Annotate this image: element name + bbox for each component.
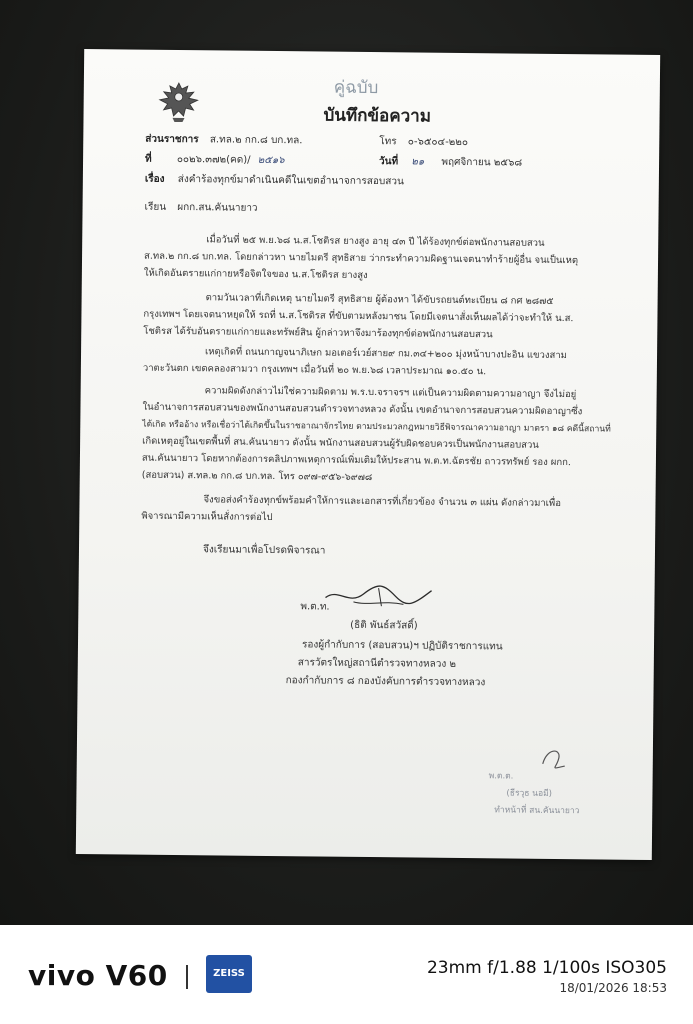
copy-stamp: คู่ฉบับ (333, 77, 379, 99)
signer-name: (ธิติ พันธ์สวัสดิ์) (350, 619, 418, 632)
watermark-divider (186, 965, 188, 989)
salutation-value: ผกก.สน.คันนายาว (177, 201, 258, 214)
body-line: ความผิดดังกล่าวไม่ใช่ความผิดตาม พ.ร.บ.จราจรฯ แต่เป็นความผิดตามความอาญา จึงไม่อยู่ (204, 385, 577, 401)
body-line: เกิดเหตุอยู่ในเขตพื้นที่ สน.คันนายาว ดังนั้น พนักงานสอบสวนผู้รับผิดชอบควรเป็นพนักงานสอบสวน (142, 435, 539, 451)
garuda-emblem (155, 80, 201, 124)
subject-row (145, 172, 404, 190)
receipt-rank: พ.ต.ต. (488, 771, 514, 782)
signer-title: สารวัตรใหญ่สถานีตำรวจทางหลวง ๒ (297, 657, 457, 670)
body-line: กรุงเทพฯ โดยเจตนาหยุดให้ รถที่ น.ส.โชติรส ที่ขับตามหลังมาชน โดยมีเจตนาสั่งเห็นผลได้ว่าจะทำให้ น.ส. (143, 308, 574, 325)
body-line: วาตะวันตก เขตคลองสามวา กรุงเทพฯ เมื่อวันที่ ๒๐ พ.ย.๖๘ เวลาประมาณ ๑๐.๕๐ น. (142, 362, 487, 378)
camera-watermark-bar (0, 925, 693, 1024)
exif-info: 23mm f/1.88 1/100s ISO305 (426, 958, 667, 978)
phone-brand: vivo V60 (28, 959, 168, 992)
reference-number: ๒๕๑๖ (257, 154, 285, 167)
rank-prefix: พ.ต.ท. (300, 601, 330, 613)
subject-value: ส่งคำร้องทุกข์มาดำเนินคดีในเขตอำนาจการสอบสวน (177, 173, 404, 188)
body-line: (สอบสวน) ส.ทล.๒ กก.๘ บก.ทล. โทร ๐๙๗-๙๕๖-๖๙๗๘ (141, 469, 373, 484)
agency-row (145, 132, 302, 149)
body-line: จึงขอส่งคำร้องทุกข์พร้อมคำให้การและเอกสารที่เกี่ยวข้อง จำนวน ๓ แผ่น ดังกล่าวมาเพื่อ (203, 494, 561, 510)
signer-title: รองผู้กำกับการ (สอบสวน)ฯ ปฏิบัติราชการแทน (301, 639, 503, 653)
body-line: ได้เกิด หรืออ้าง หรือเชื่อว่าได้เกิดขึ้นในราชอาณาจักรไทย ตามประมวลกฎหมายวิธีพิจารณาความอาญา มาตรา ๑๘ คดีนี้สถานที่ (142, 419, 611, 435)
phone-label: โทร (379, 136, 397, 148)
handwritten-signature (323, 580, 433, 611)
body-line: ให้เกิดอันตรายแก่กายหรือจิตใจของ น.ส.โชติรส ยางสูง (143, 267, 368, 281)
salutation-row (144, 200, 257, 216)
body-line: ในอำนาจการสอบสวนของพนักงานสอบสวนตำรวจทางหลวง ดังนั้น เขตอำนาจการสอบสวนความผิดอาญาซึ่ง (142, 401, 583, 418)
phone-value: ๐-๖๕๐๔-๒๒๐ (407, 136, 469, 149)
agency-value: ส.ทล.๒ กก.๘ บก.ทล. (209, 134, 303, 147)
closing-text: จึงเรียนมาเพื่อโปรดพิจารณา (202, 544, 326, 557)
reference-value: ๐๐๒๖.๓๗๒(คด)/ (176, 153, 251, 166)
subject-label: เรื่อง (144, 173, 165, 185)
body-line: โชติรส ได้รับอันตรายแก่กายและทรัพย์สิน ผู้กล่าวหาจึงมาร้องทุกข์ต่อพนักงานสอบสวน (143, 325, 493, 341)
memo-document (76, 49, 660, 860)
zeiss-logo-text: ZEISS (213, 968, 245, 979)
body-line: ส.ทล.๒ กก.๘ บก.ทล. โดยกล่าวหา นายไมตรี สุทธิสาย ว่ากระทำความผิดฐานเจตนาทำร้ายผู้อื่น จนเป็นเหตุ (144, 250, 579, 267)
body-line: สน.คันนายาว โดยหากต้องการคลิปภาพเหตุการณ์เพิ่มเติมให้ประสาน พ.ต.ท.ฉัตรชัย ถาวรทรัพย์ รอง ผกก. (141, 452, 571, 469)
receipt-unit: ทำหน้าที่ สน.คันนายาว (494, 805, 580, 817)
date-day: ๒๑ (411, 156, 425, 168)
receipt-signature (535, 744, 575, 774)
date-label: วันที่ (379, 156, 399, 168)
reference-row (145, 152, 285, 168)
agency-label: ส่วนราชการ (145, 133, 199, 146)
document-title: บันทึกข้อความ (323, 105, 432, 127)
body-line: ตามวันเวลาที่เกิดเหตุ นายไมตรี สุทธิสาย ผู้ต้องหา ได้ขับรถยนต์ทะเบียน ๘ กศ ๒๘๗๕ (205, 292, 554, 307)
body-line: เมื่อวันที่ ๒๕ พ.ย.๖๘ น.ส.โชติรส ยางสูง อายุ ๔๓ ปี ได้ร้องทุกข์ต่อพนักงานสอบสวน (206, 234, 545, 249)
reference-label: ที่ (145, 153, 152, 165)
salutation-label: เรียน (144, 201, 167, 213)
receipt-name: (ธีรวุธ นอมี) (506, 788, 553, 799)
date-value: พฤศจิกายน ๒๕๖๘ (441, 156, 523, 169)
body-line: พิจารณามีความเห็นสั่งการต่อไป (141, 510, 273, 524)
capture-datetime: 18/01/2026 18:53 (559, 981, 667, 995)
zeiss-logo (206, 955, 252, 993)
signer-title: กองกำกับการ ๘ กองบังคับการตำรวจทางหลวง (285, 675, 486, 689)
body-line: เหตุเกิดที่ ถนนกาญจนาภิเษก มอเตอร์เวย์สาย๙ กม.๓๔+๒๐๐ มุ่งหน้าบางปะอิน แขวงสาม (205, 346, 568, 362)
phone-row (379, 134, 468, 150)
date-row (379, 154, 522, 170)
